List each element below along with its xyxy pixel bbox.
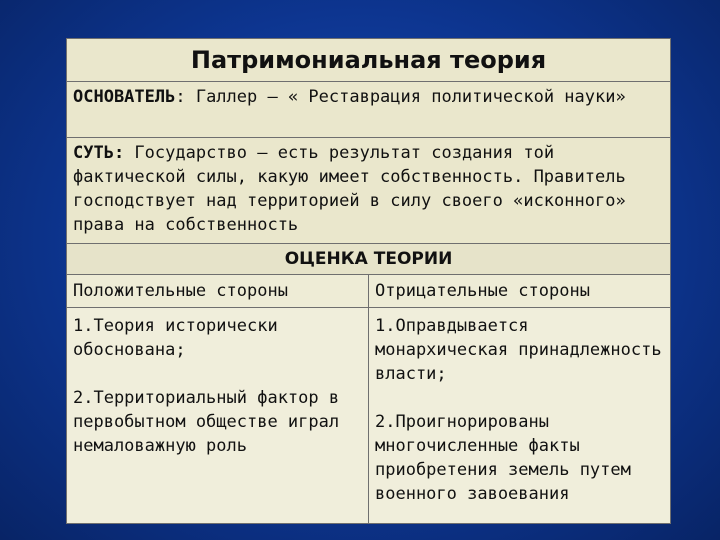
positive-item: 1.Теория исторически обоснована; (73, 316, 278, 360)
founder-label: ОСНОВАТЕЛЬ (73, 87, 176, 107)
negative-heading: Отрицательные стороны (369, 275, 671, 308)
negative-item: 2.Проигнорированы многочисленные факты приобретения земель путем военного завоевания (375, 412, 631, 504)
essence-row (67, 138, 671, 244)
negative-item: 1.Оправдывается монархическая принадлежность власти; (375, 316, 662, 384)
evaluation-heading: ОЦЕНКА ТЕОРИИ (67, 244, 671, 275)
founder-cell (67, 82, 671, 138)
essence-label: СУТЬ: (73, 143, 125, 163)
essence-cell (67, 138, 671, 244)
theory-table (66, 38, 671, 524)
pros-cons-items-row (67, 308, 671, 524)
positive-list (67, 308, 369, 524)
founder-row (67, 82, 671, 138)
pros-cons-header-row (67, 275, 671, 308)
essence-text: Государство – есть результат создания той фактической силы, какую имеет собственность. Правитель господствует над территорией в силу своего «исконного» права на собственность (73, 143, 626, 235)
founder-text: : Галлер – « Реставрация политической науки» (175, 87, 626, 107)
positive-item: 2.Территориальный фактор в первобытном обществе играл немаловажную роль (73, 388, 340, 456)
theory-title: Патримониальная теория (67, 39, 671, 82)
negative-list (369, 308, 671, 524)
title-row (67, 39, 671, 82)
evaluation-row (67, 244, 671, 275)
positive-heading: Положительные стороны (67, 275, 369, 308)
